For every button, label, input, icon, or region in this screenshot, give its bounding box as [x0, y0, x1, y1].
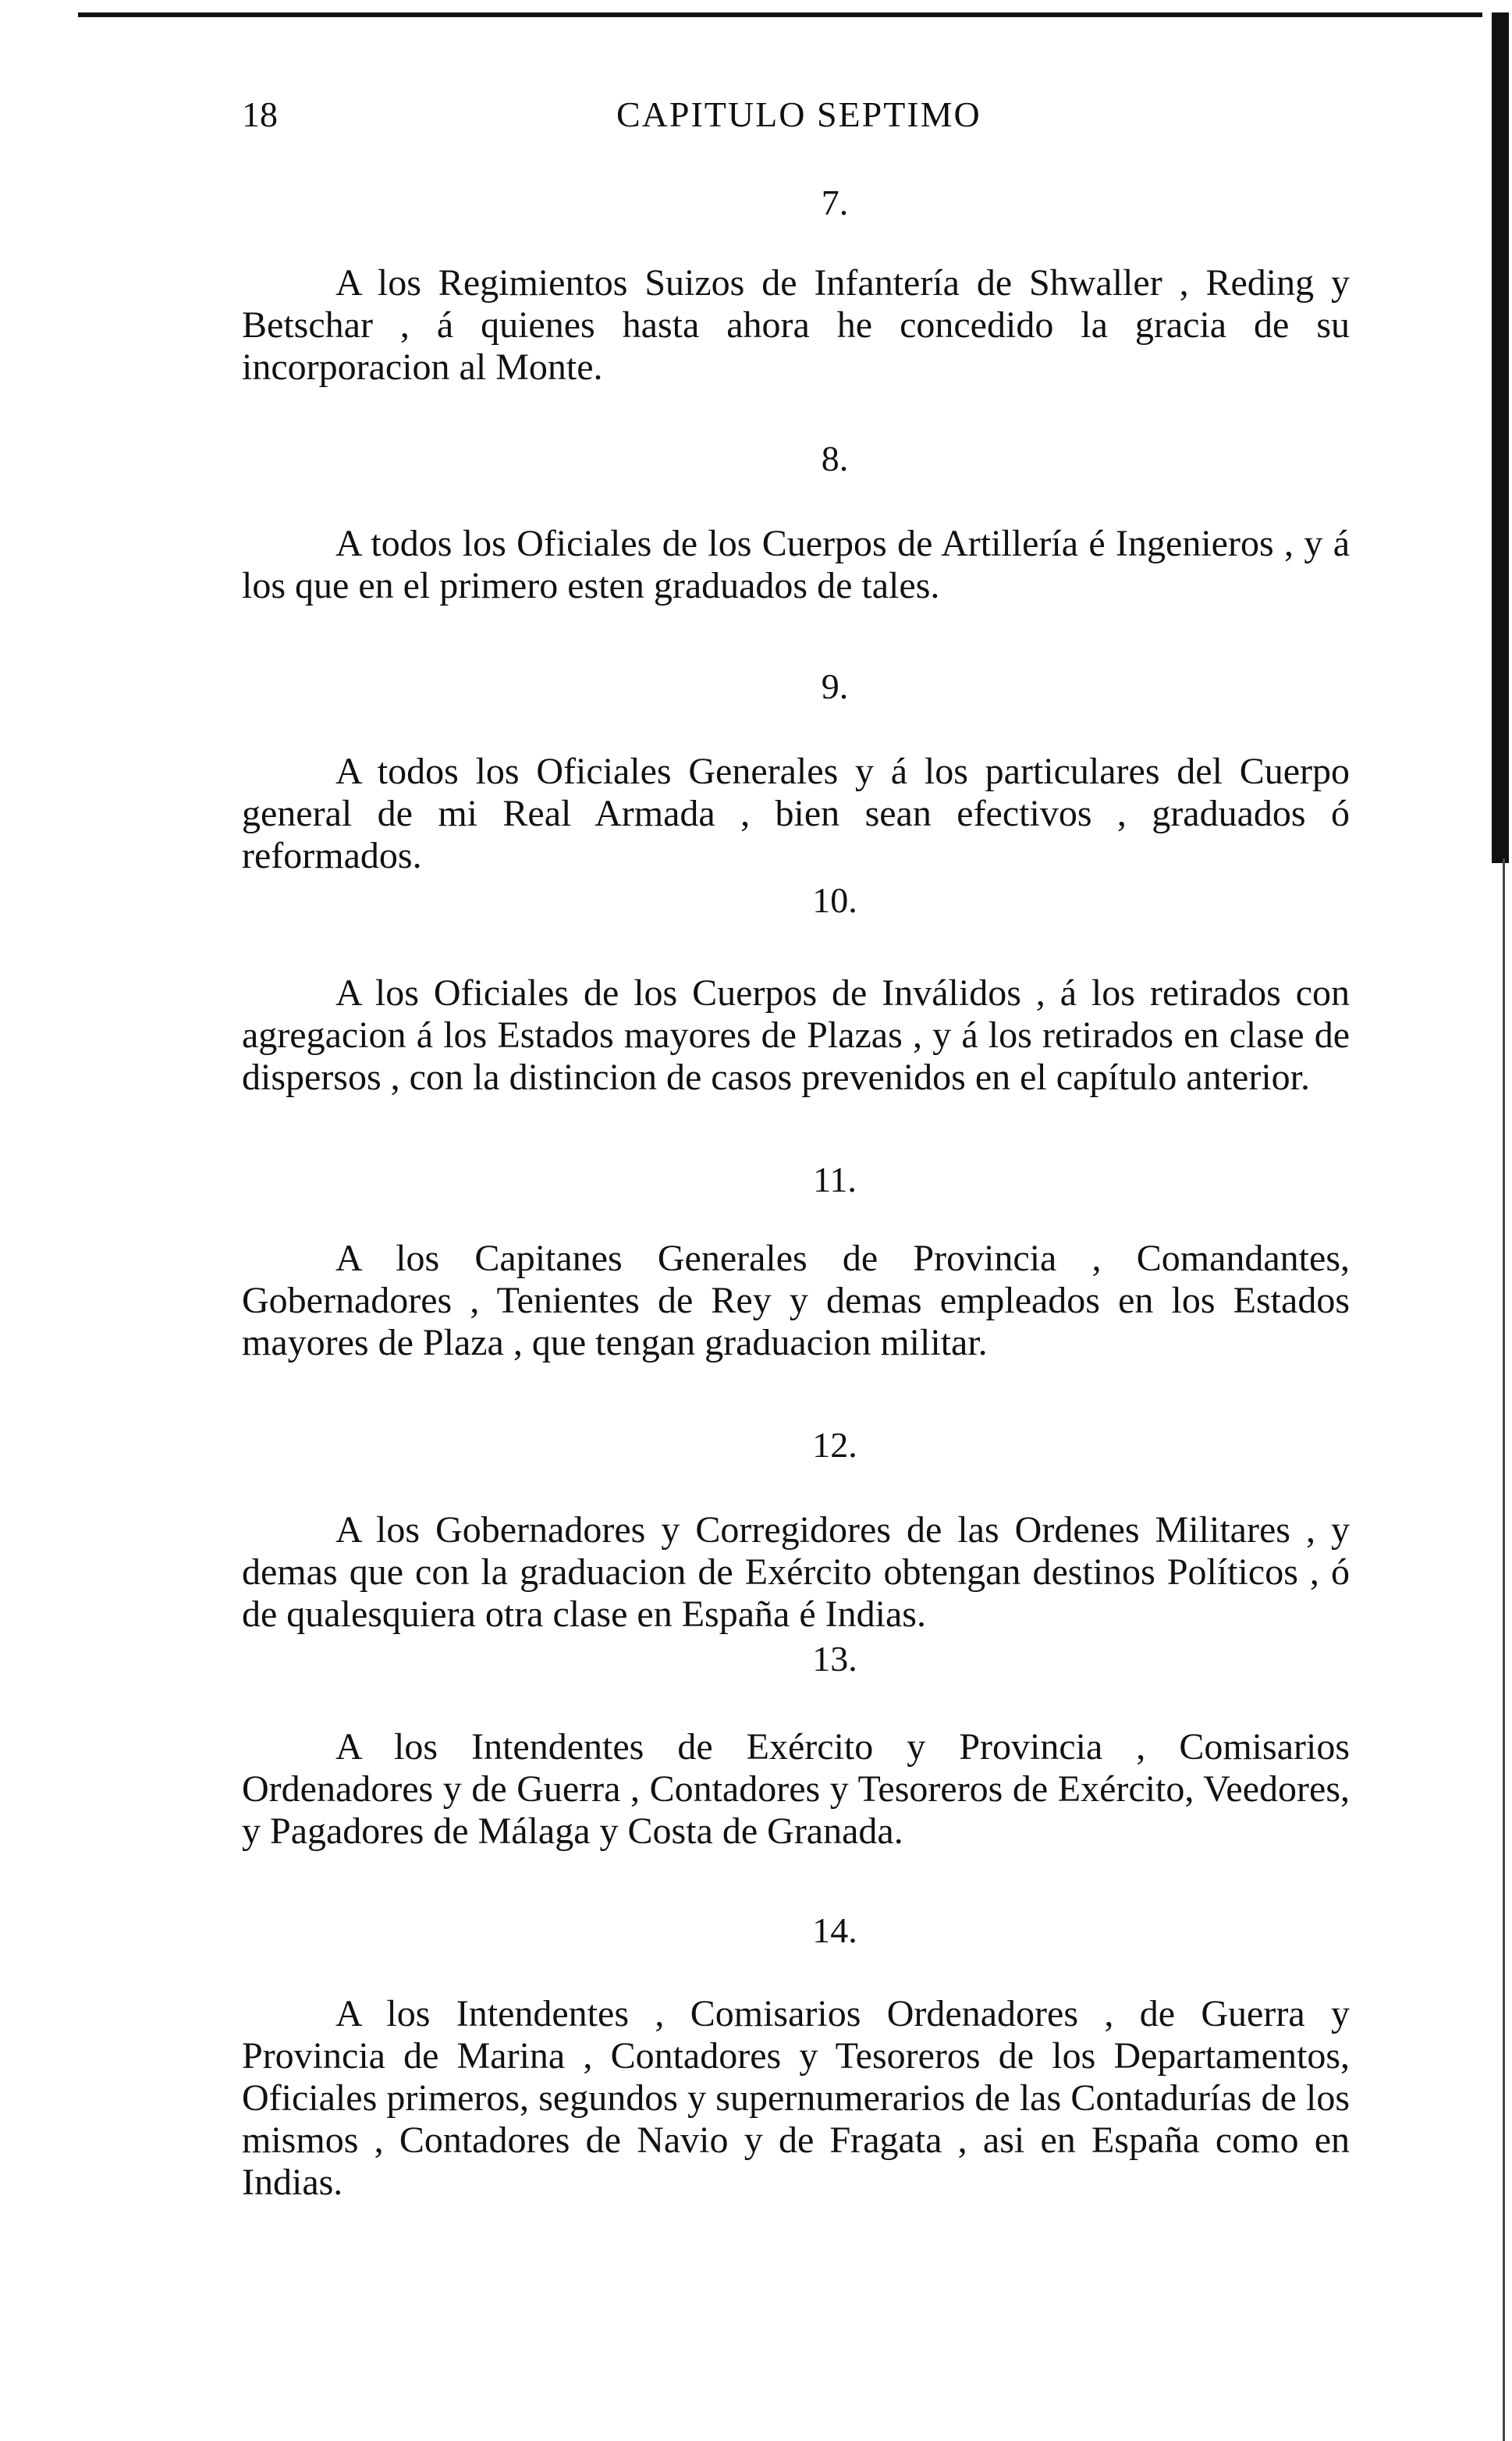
section-paragraph: A los Oficiales de los Cuerpos de Inválidos , á los retirados con agregacion á los Estados mayores de Plazas , y á los retirados en clase de dispersos , con la distincion de casos prevenidos en el capítulo anterior. — [242, 972, 1350, 1098]
section-number: 7. — [821, 183, 849, 222]
section-number: 12. — [812, 1425, 857, 1465]
section-number: 10. — [812, 880, 857, 920]
section-8 — [242, 435, 1350, 607]
scan-border-right-thin — [1503, 858, 1505, 2441]
section-9 — [242, 663, 1350, 877]
section-13 — [242, 1636, 1350, 1853]
scan-border-right — [1492, 12, 1509, 863]
section-number: 14. — [812, 1910, 857, 1950]
section-paragraph: A los Regimientos Suizos de Infantería de Shwaller , Reding y Betschar , á quienes hasta ahora he concedido la gracia de su incorporacion al Monte. — [242, 262, 1350, 388]
text-body — [242, 179, 1350, 2204]
section-12 — [242, 1422, 1350, 1636]
section-number: 13. — [812, 1639, 857, 1679]
section-paragraph: A los Capitanes Generales de Provincia , Comandantes, Gobernadores , Tenientes de Rey y demas empleados en los Estados mayores de Plaza , que tengan graduacion militar. — [242, 1238, 1350, 1363]
section-paragraph: A los Intendentes de Exército y Provincia , Comisarios Ordenadores y de Guerra , Contadores y Tesoreros de Exército, Veedores, y Pagadores de Málaga y Costa de Granada. — [242, 1726, 1350, 1852]
section-14 — [242, 1907, 1350, 2204]
section-paragraph: A todos los Oficiales de los Cuerpos de Artillería é Ingenieros , y á los que en el primero esten graduados de tales. — [242, 523, 1350, 606]
section-paragraph: A los Gobernadores y Corregidores de las Ordenes Militares , y demas que con la graduacion de Exército obtengan destinos Políticos , ó de qualesquiera otra clase en España é Indias. — [242, 1509, 1350, 1635]
section-number: 9. — [821, 666, 849, 706]
section-10 — [242, 877, 1350, 1099]
section-number: 11. — [813, 1160, 857, 1199]
section-11 — [242, 1157, 1350, 1364]
scan-border-top — [78, 12, 1482, 17]
section-number: 8. — [821, 439, 849, 478]
section-7 — [242, 179, 1350, 389]
page-header — [242, 94, 1350, 148]
running-title: CAPITULO SEPTIMO — [616, 94, 981, 134]
page-number: 18 — [242, 94, 278, 134]
section-paragraph: A los Intendentes , Comisarios Ordenadores , de Guerra y Provincia de Marina , Contadores y Tesoreros de los Departamentos, Oficiales primeros, segundos y supernumerarios de las Contadurías de los mismos , Contadores de Navio y de Fragata , asi en España como en Indias. — [242, 1993, 1350, 2203]
section-paragraph: A todos los Oficiales Generales y á los particulares del Cuerpo general de mi Real Armada , bien sean efectivos , graduados ó reformados. — [242, 751, 1350, 876]
